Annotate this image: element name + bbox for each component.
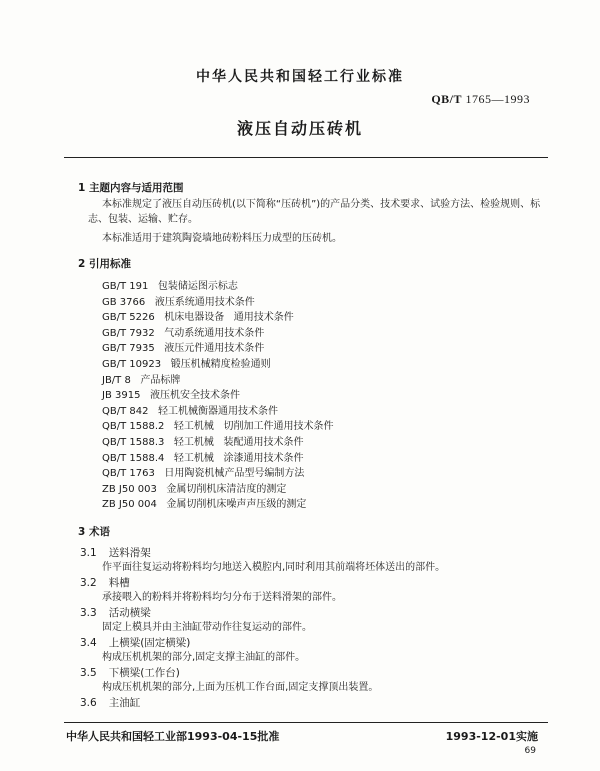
reference-item: GB 3766 液压系统通用技术条件 bbox=[102, 296, 255, 308]
term-number: 3.6 bbox=[80, 697, 97, 709]
section-1-para-2: 本标准适用于建筑陶瓷墙地砖粉料压力成型的压砖机。 bbox=[102, 233, 342, 244]
reference-item: GB/T 7935 液压元件通用技术条件 bbox=[102, 343, 265, 355]
term-description: 固定上模具并由主油缸带动作往复运动的部件。 bbox=[102, 622, 312, 633]
reference-item: GB/T 7932 气动系统通用技术条件 bbox=[102, 327, 265, 339]
reference-item: ZB J50 003 金属切削机床清洁度的测定 bbox=[102, 483, 287, 495]
bottom-divider bbox=[64, 722, 548, 723]
term-description: 构成压机机架的部分,上面为压机工作台面,固定支撑顶出装置。 bbox=[102, 682, 379, 693]
term-name: 下横梁(工作台) bbox=[108, 667, 180, 679]
reference-item: GB/T 5226 机床电器设备 通用技术条件 bbox=[102, 312, 294, 324]
top-divider bbox=[64, 157, 548, 158]
reference-item: QB/T 1588.4 轻工机械 涂漆通用技术条件 bbox=[102, 452, 304, 464]
term-name: 主油缸 bbox=[108, 697, 141, 709]
term-heading bbox=[80, 605, 151, 620]
section-1-heading: 1 主题内容与适用范围 bbox=[78, 182, 184, 194]
issuer-approval: 中华人民共和国轻工业部1993-04-15批准 bbox=[66, 730, 280, 743]
reference-item: QB/T 1588.3 轻工机械 装配通用技术条件 bbox=[102, 437, 304, 448]
term-number: 3.3 bbox=[80, 607, 97, 619]
reference-item: JB/T 8 产品标牌 bbox=[102, 374, 181, 386]
standard-number bbox=[431, 92, 530, 107]
reference-item: QB/T 1763 日用陶瓷机械产品型号编制方法 bbox=[102, 468, 305, 480]
section-2-heading: 2 引用标准 bbox=[78, 258, 131, 270]
effective-date: 1993-12-01实施 bbox=[445, 730, 538, 743]
section-1-para-1: 本标准规定了液压自动压砖机(以下简称“压砖机”)的产品分类、技术要求、试验方法、检验规则、标志、包装、运输、贮存。 bbox=[88, 199, 541, 225]
term-heading bbox=[80, 545, 151, 560]
standard-code: 1765—1993 bbox=[465, 92, 530, 106]
reference-item: GB/T 10923 锻压机械精度检验通则 bbox=[102, 359, 271, 370]
reference-item: JB 3915 液压机安全技术条件 bbox=[102, 390, 240, 402]
org-standard-heading: 中华人民共和国轻工行业标准 bbox=[196, 69, 404, 85]
term-name: 料槽 bbox=[108, 577, 130, 589]
reference-item: QB/T 842 轻工机械衡器通用技术条件 bbox=[102, 405, 279, 417]
term-name: 上横梁(固定横梁) bbox=[108, 637, 191, 649]
term-description: 作平面往复运动将粉料均匀地送入模腔内,同时利用其前端将坯体送出的部件。 bbox=[102, 562, 446, 573]
term-heading bbox=[80, 665, 180, 680]
term-name: 活动横梁 bbox=[108, 607, 151, 619]
term-number: 3.1 bbox=[80, 547, 97, 559]
reference-item: GB/T 191 包装储运图示标志 bbox=[102, 281, 238, 292]
term-heading bbox=[80, 635, 190, 650]
term-heading bbox=[80, 575, 130, 590]
term-heading bbox=[80, 695, 140, 710]
term-description: 承接喂入的粉料并将粉料均匀分布于送料滑架的部件。 bbox=[102, 592, 342, 603]
section-3-heading: 3 术语 bbox=[78, 526, 110, 538]
reference-item: ZB J50 004 金属切削机床噪声声压级的测定 bbox=[102, 499, 307, 511]
term-number: 3.2 bbox=[80, 577, 97, 589]
standard-prefix: QB/T bbox=[431, 92, 462, 106]
page-number: 69 bbox=[524, 746, 536, 756]
document-title: 液压自动压砖机 bbox=[236, 119, 363, 138]
term-number: 3.5 bbox=[80, 667, 97, 679]
term-number: 3.4 bbox=[80, 637, 97, 649]
reference-item: QB/T 1588.2 轻工机械 切削加工件通用技术条件 bbox=[102, 421, 334, 433]
term-name: 送料滑架 bbox=[108, 547, 151, 559]
term-description: 构成压机机架的部分,固定支撑主油缸的部件。 bbox=[102, 652, 306, 663]
